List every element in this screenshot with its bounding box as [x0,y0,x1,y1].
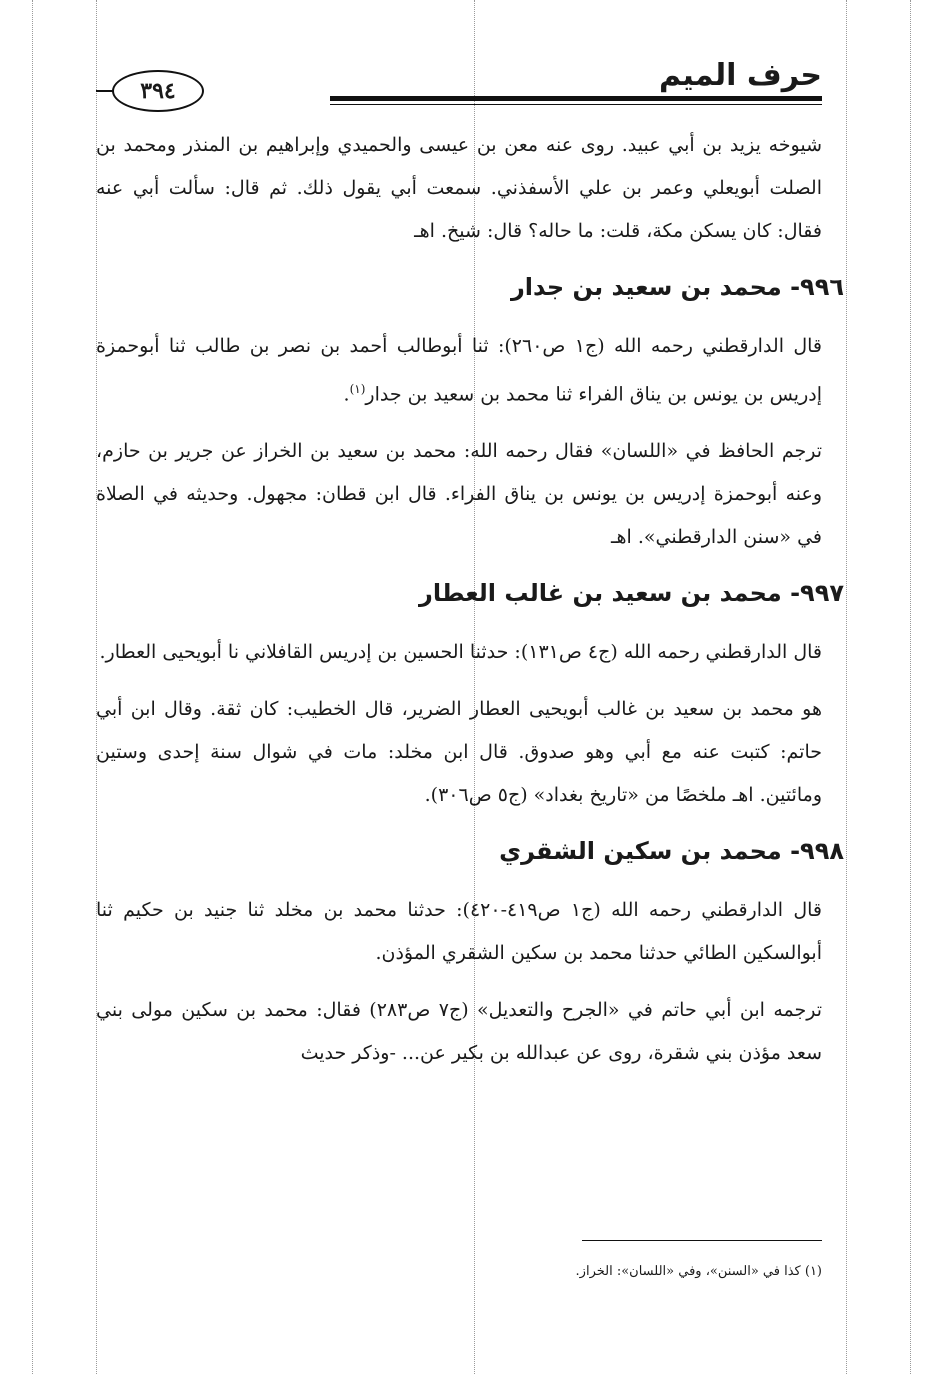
footnote-separator [582,1240,822,1241]
entry-heading: ٩٩٨- محمد بن سكين الشقري [499,837,844,866]
page-guide-line [32,0,33,1374]
footnote: (١) كذا في «السنن»، وفي «اللسان»: الخراز. [575,1264,822,1279]
footnote-reference[interactable]: (١) [349,382,366,396]
page-header [96,58,822,118]
header-rule [330,104,822,105]
paragraph: قال الدارقطني رحمه الله (ج١ ص٤١٩-٤٢٠): حدثنا محمد بن مخلد ثنا جنيد بن حكيم ثنا أبوالسكين الطائي حدثنا محمد بن سكين الشقري المؤذن. [96,899,822,965]
paragraph [96,325,822,416]
entry-heading: ٩٩٦- محمد بن سعيد بن جدار [510,273,844,301]
paragraph: شيوخه يزيد بن أبي عبيد. روى عنه معن بن عيسى والحميدي وإبراهيم بن المنذر ومحمد بن الصلت أبويعلي وعمر بن علي الأسفذني. سمعت أبي يقول ذلك. ثم قال: سألت أبي عنه فقال: كان يسكن مكة، قلت: ما حاله؟ قال: شيخ. اهـ [96,134,822,242]
paragraph: ترجم الحافظ في «اللسان» فقال رحمه الله: محمد بن سعيد بن الخراز عن جرير بن حازم، وعنه أبوحمزة إدريس بن يونس بن يناق الفراء. قال ابن قطان: مجهول. وحديثه في الصلاة في «سنن الدارقطني». اهـ [96,440,822,549]
entry-heading: ٩٩٧- محمد بن سعيد بن غالب العطار [419,579,844,608]
paragraph-tail: . [343,383,350,406]
paragraph: قال الدارقطني رحمه الله (ج٤ ص١٣١): حدثنا الحسين بن إدريس القافلاني نا أبويحيى العطار. [99,641,822,664]
paragraph: ترجمه ابن أبي حاتم في «الجرح والتعديل» (ج٧ ص٢٨٣) فقال: محمد بن سكين مولى بني سعد مؤذن بني شقرة، روى عن عبدالله بن بكير عن... -وذكر حديث [96,999,823,1065]
chapter-title: حرف الميم [658,58,822,93]
book-page [96,44,844,1364]
header-rule [330,96,822,101]
page-number: ٣٩٤ [112,70,204,112]
page-guide-line [846,0,847,1374]
paragraph: هو محمد بن سعيد بن غالب أبويحيى العطار الضرير، قال الخطيب: كان ثقة. وقال ابن أبي حاتم: كتبت عنه مع أبي وهو صدوق. قال ابن مخلد: مات في شوال سنة إحدى وستين ومائتين. اهـ ملخصًا من «تاريخ بغداد» (ج٥ ص٣٠٦). [96,698,822,807]
paragraph-text: قال الدارقطني رحمه الله (ج١ ص٢٦٠): ثنا أبوطالب أحمد بن نصر بن طالب ثنا أبوحمزة إدريس بن يونس بن يناق الفراء ثنا محمد بن سعيد بن جدار [96,335,822,406]
page-guide-line [910,0,911,1374]
page-body [96,124,844,1089]
